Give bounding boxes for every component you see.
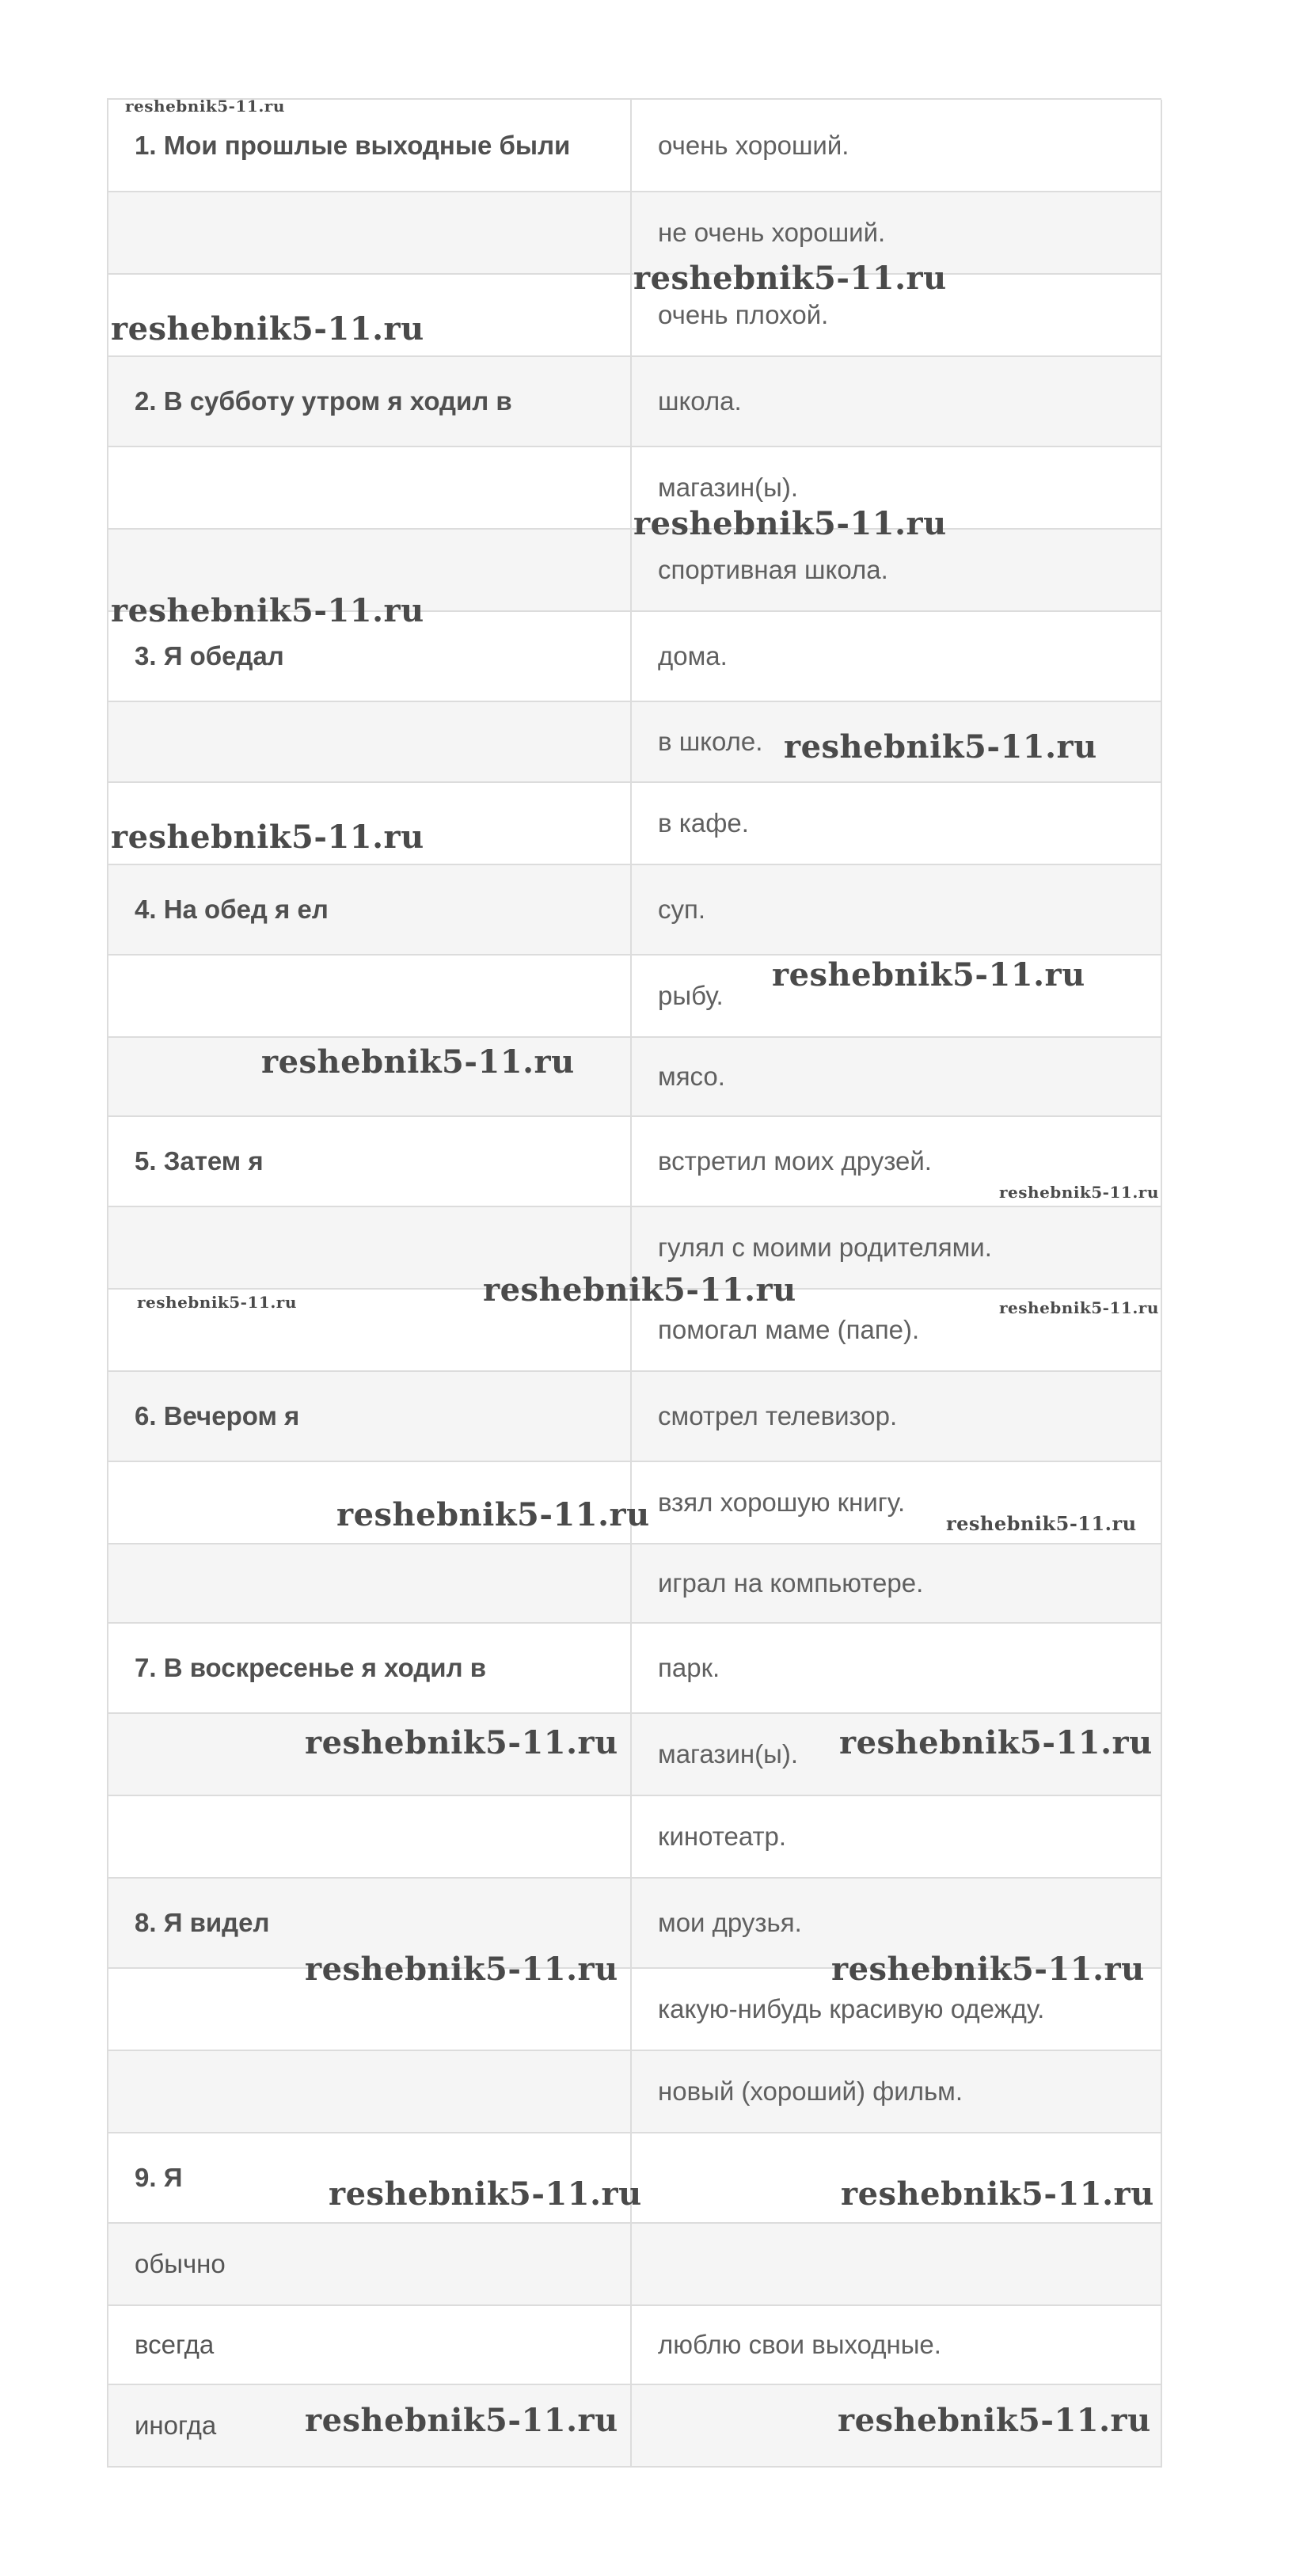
option-cell: школа. [631,356,1161,446]
watermark-text: reshebnik5-11.ru [839,1724,1153,1761]
option-cell: рыбу. [631,955,1161,1037]
prompt-cell [108,2050,631,2133]
option-cell: в кафе. [631,782,1161,864]
watermark-text: reshebnik5-11.ru [838,2402,1151,2439]
option-cell: гулял с моими родителями. [631,1206,1161,1289]
prompt-cell [108,446,631,529]
table-row [108,1544,1161,1623]
table-row [108,2050,1161,2133]
prompt-cell [108,955,631,1037]
watermark-text: reshebnik5-11.ru [784,728,1097,766]
watermark-text: reshebnik5-11.ru [137,1293,297,1312]
prompt-cell: обычно [108,2223,631,2305]
prompt-cell: 3. Я обедал [108,611,631,701]
watermark-text: reshebnik5-11.ru [305,1724,618,1761]
watermark-text: reshebnik5-11.ru [305,1951,618,1988]
option-cell: спортивная школа. [631,529,1161,611]
table-row [108,1371,1161,1461]
option-cell: какую-нибудь красивую одежду. [631,1968,1161,2050]
watermark-text: reshebnik5-11.ru [111,819,424,856]
table-row [108,356,1161,446]
prompt-cell [108,701,631,782]
option-cell: помогал маме (папе). [631,1289,1161,1371]
option-cell: смотрел телевизор. [631,1371,1161,1461]
watermark-text: reshebnik5-11.ru [125,97,285,116]
watermark-text: reshebnik5-11.ru [772,956,1085,994]
option-cell: очень плохой. [631,274,1161,356]
option-cell [631,2223,1161,2305]
option-cell: магазин(ы). [631,1713,1161,1795]
prompt-cell: всегда [108,2305,631,2384]
option-cell: играл на компьютере. [631,1544,1161,1623]
table-row [108,2223,1161,2305]
prompt-cell: 1. Мои прошлые выходные были [108,100,631,192]
table-row [108,2305,1161,2384]
option-cell: мои друзья. [631,1878,1161,1968]
watermark-text: reshebnik5-11.ru [999,1298,1159,1317]
option-cell: магазин(ы). [631,446,1161,529]
watermark-text: reshebnik5-11.ru [999,1183,1159,1202]
watermark-text: reshebnik5-11.ru [305,2402,618,2439]
watermark-text: reshebnik5-11.ru [329,2175,642,2213]
prompt-cell: 8. Я видел [108,1878,631,1968]
prompt-cell: 6. Вечером я [108,1371,631,1461]
option-cell: очень хороший. [631,100,1161,192]
watermark-text: reshebnik5-11.ru [841,2175,1154,2213]
watermark-text: reshebnik5-11.ru [336,1496,650,1533]
watermark-text: reshebnik5-11.ru [633,505,947,542]
watermark-text: reshebnik5-11.ru [483,1271,796,1309]
option-cell: новый (хороший) фильм. [631,2050,1161,2133]
option-cell: взял хорошую книгу. [631,1461,1161,1544]
table-row [108,864,1161,955]
watermark-text: reshebnik5-11.ru [946,1512,1137,1535]
option-cell: не очень хороший. [631,192,1161,274]
table-row [108,1623,1161,1713]
prompt-cell: 2. В субботу утром я ходил в [108,356,631,446]
watermark-text: reshebnik5-11.ru [111,592,424,629]
watermark-text: reshebnik5-11.ru [111,310,424,348]
table-row [108,1795,1161,1878]
watermark-text: reshebnik5-11.ru [261,1043,575,1081]
watermark-text: reshebnik5-11.ru [831,1951,1145,1988]
prompt-cell: 7. В воскресенье я ходил в [108,1623,631,1713]
option-cell: кинотеатр. [631,1795,1161,1878]
prompt-cell [108,192,631,274]
watermark-text: reshebnik5-11.ru [633,260,947,297]
option-cell: мясо. [631,1037,1161,1116]
prompt-cell: 5. Затем я [108,1116,631,1206]
option-cell: люблю свои выходные. [631,2305,1161,2384]
prompt-cell [108,1795,631,1878]
prompt-cell [108,1544,631,1623]
prompt-cell: 4. На обед я ел [108,864,631,955]
option-cell: дома. [631,611,1161,701]
option-cell: встретил моих друзей. [631,1116,1161,1206]
option-cell: суп. [631,864,1161,955]
prompt-cell: 9. Я [108,2133,631,2223]
prompt-cell: иногда [108,2384,631,2467]
option-cell: парк. [631,1623,1161,1713]
option-cell: в школе. [631,701,1161,782]
